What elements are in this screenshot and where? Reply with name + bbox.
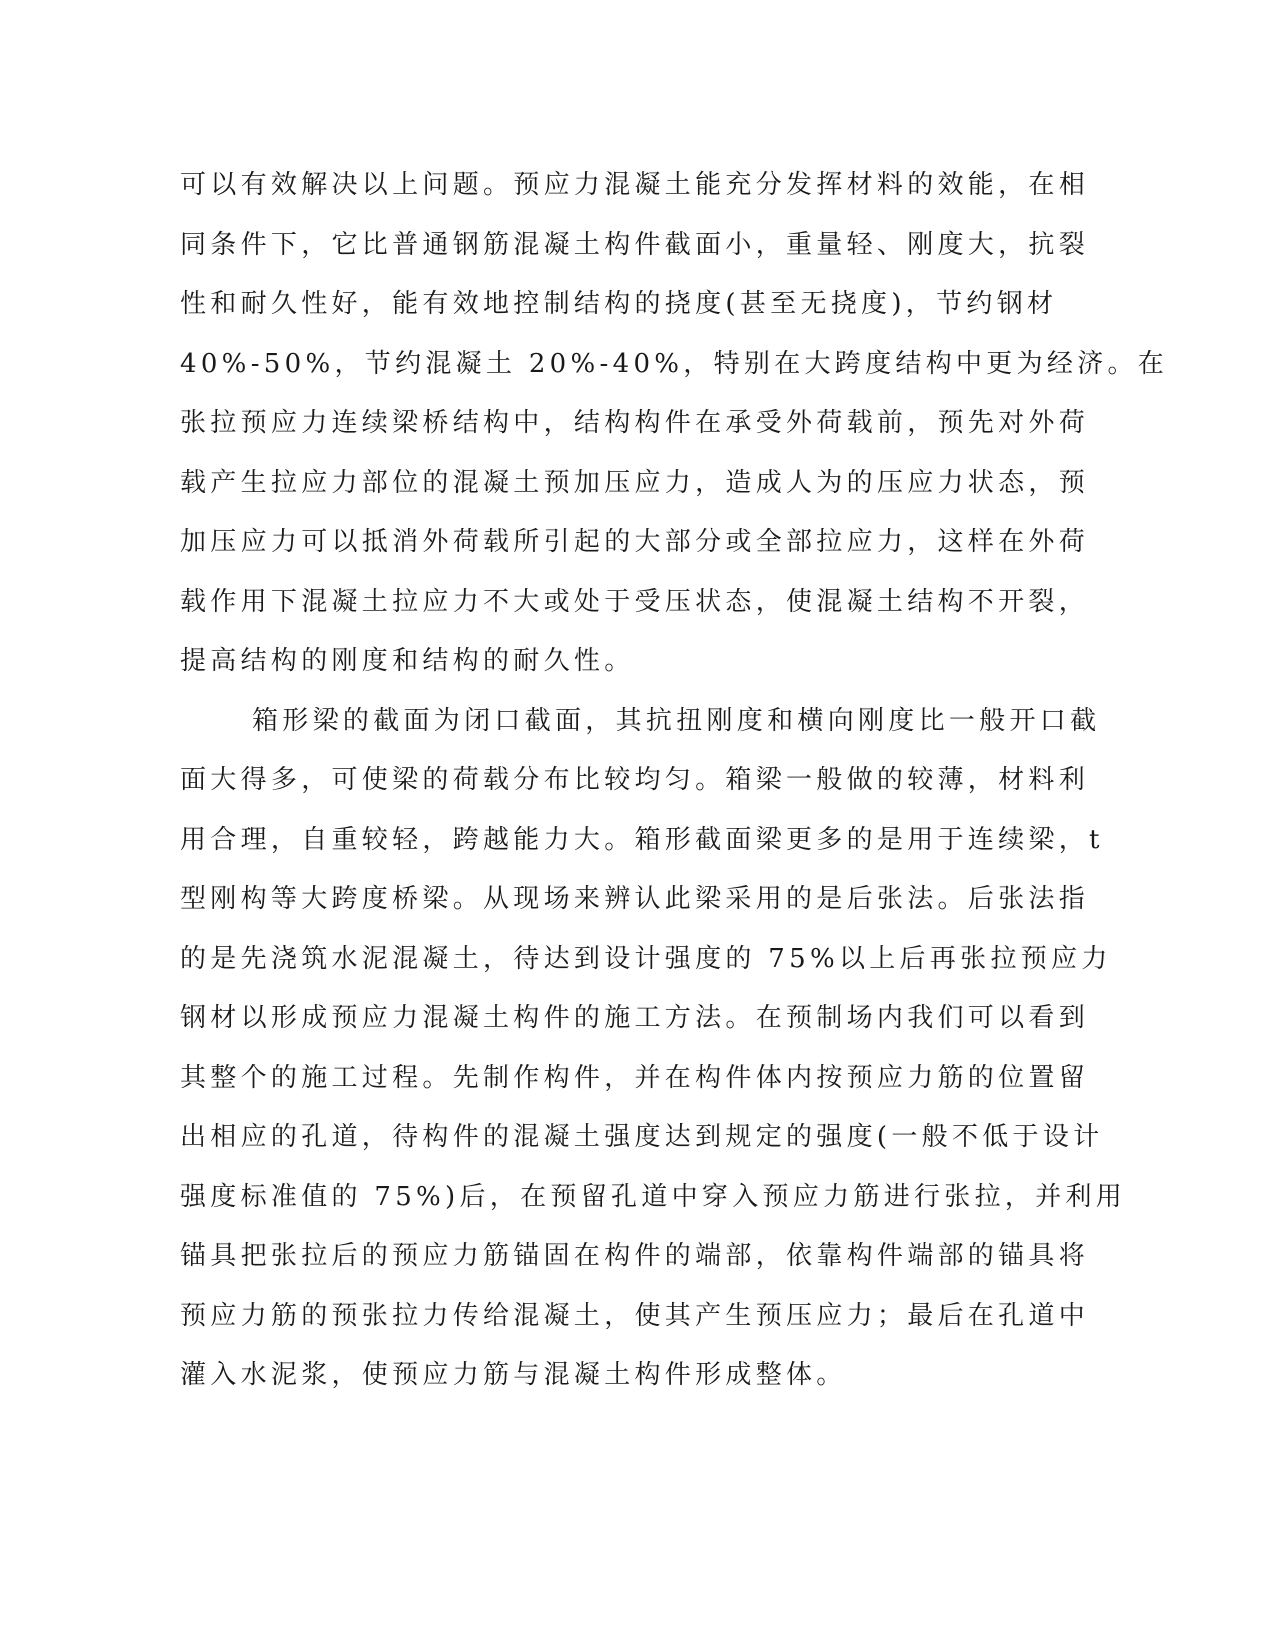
paragraph-1-line: 载作用下混凝土拉应力不大或处于受压状态，使混凝土结构不开裂， <box>180 586 1090 617</box>
paragraph-2-line: 面大得多，可使梁的荷载分布比较均匀。箱梁一般做的较薄，材料利 <box>180 765 1090 795</box>
paragraph-1-line: 载产生拉应力部位的混凝土预加压应力，造成人为的压应力状态，预 <box>180 467 1090 498</box>
paragraph-2-line: 的是先浇筑水泥混凝土，待达到设计强度的 75%以上后再张拉预应力 <box>180 943 1112 974</box>
body-text <box>180 156 1169 1406</box>
paragraph-2-line: 出相应的孔道，待构件的混凝土强度达到规定的强度(一般不低于设计 <box>180 1122 1104 1152</box>
paragraph-2-line: 型刚构等大跨度桥梁。从现场来辨认此梁采用的是后张法。后张法指 <box>180 884 1090 914</box>
paragraph-2-line: 锚具把张拉后的预应力筋锚固在构件的端部，依靠构件端部的锚具将 <box>180 1241 1090 1271</box>
paragraph-2-line: 用合理，自重较轻，跨越能力大。箱形截面梁更多的是用于连续梁，t <box>180 824 1104 855</box>
paragraph-1-line: 张拉预应力连续梁桥结构中，结构构件在承受外荷载前，预先对外荷 <box>180 408 1090 438</box>
paragraph-1-line: 加压应力可以抵消外荷载所引起的大部分或全部拉应力，这样在外荷 <box>180 527 1090 557</box>
paragraph-1-line: 可以有效解决以上问题。预应力混凝土能充分发挥材料的效能，在相 <box>180 170 1090 200</box>
paragraph-1-line: 同条件下，它比普通钢筋混凝土构件截面小，重量轻、刚度大，抗裂 <box>180 229 1090 260</box>
paragraph-2-line: 预应力筋的预张拉力传给混凝土，使其产生预压应力；最后在孔道中 <box>180 1300 1090 1331</box>
paragraph-1-line: 提高结构的刚度和结构的耐久性。 <box>180 646 635 676</box>
paragraph-2-line: 灌入水泥浆，使预应力筋与混凝土构件形成整体。 <box>180 1360 847 1390</box>
paragraph-2-line: 钢材以形成预应力混凝土构件的施工方法。在预制场内我们可以看到 <box>180 1003 1090 1033</box>
paragraph-2-line: 其整个的施工过程。先制作构件，并在构件体内按预应力筋的位置留 <box>180 1062 1090 1093</box>
paragraph-2-line: 强度标准值的 75%)后，在预留孔道中穿入预应力筋进行张拉，并利用 <box>180 1181 1127 1212</box>
paragraph-1-line: 性和耐久性好，能有效地控制结构的挠度(甚至无挠度)，节约钢材 <box>180 289 1058 319</box>
paragraph-1-line: 40%-50%，节约混凝土 20%-40%，特别在大跨度结构中更为经济。在 <box>180 348 1169 379</box>
paragraph-2-line: 箱形梁的截面为闭口截面，其抗扭刚度和横向刚度比一般开口截 <box>252 705 1101 736</box>
